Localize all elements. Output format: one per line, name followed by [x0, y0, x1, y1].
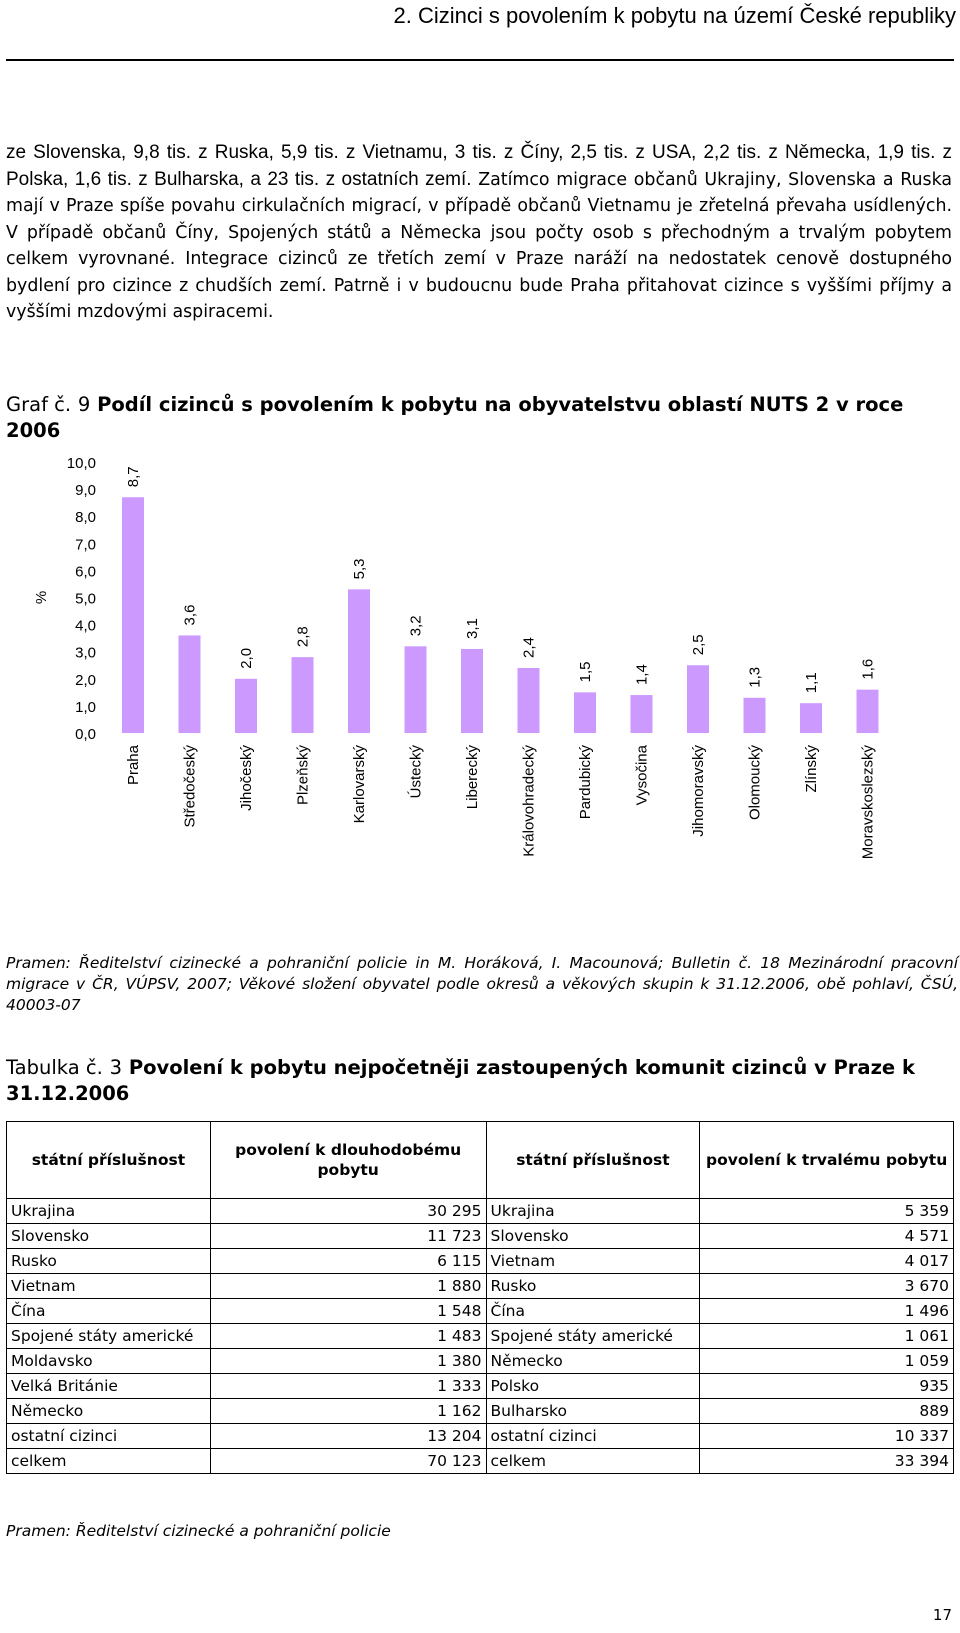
cell-nationality: Polsko	[486, 1374, 700, 1399]
bar	[687, 665, 709, 733]
cell-nationality: Ukrajina	[7, 1199, 211, 1224]
table-row	[7, 1274, 954, 1299]
bar	[235, 679, 257, 733]
y-tick-label: 8,0	[75, 509, 96, 527]
cell-long-term-count: 1 162	[210, 1399, 486, 1424]
cell-long-term-count: 1 333	[210, 1374, 486, 1399]
cell-permanent-count: 935	[700, 1374, 954, 1399]
category-label: Vysočina	[633, 745, 651, 806]
table-row	[7, 1399, 954, 1424]
page-number: 17	[932, 1606, 952, 1624]
table-body	[7, 1199, 954, 1474]
table-caption	[6, 1055, 952, 1107]
figure-title: Podíl cizinců s povolením k pobytu na obyvatelstvu oblastí NUTS 2 v roce 2006	[6, 393, 904, 442]
cell-nationality: ostatní cizinci	[7, 1424, 211, 1449]
cell-permanent-count: 4 017	[700, 1249, 954, 1274]
cell-nationality: Ukrajina	[486, 1199, 700, 1224]
cell-nationality: Čína	[486, 1299, 700, 1324]
category-label: Moravskoslezský	[859, 745, 877, 860]
header-permanent-permit: povolení k trvalému pobytu	[700, 1122, 954, 1199]
cell-permanent-count: 1 496	[700, 1299, 954, 1324]
table-row	[7, 1299, 954, 1324]
category-label: Plzeňský	[294, 745, 312, 806]
table-label: Tabulka č.	[6, 1056, 103, 1079]
cell-long-term-count: 1 380	[210, 1349, 486, 1374]
data-label: 1,5	[577, 661, 594, 683]
cell-long-term-count: 1 880	[210, 1274, 486, 1299]
data-label: 2,8	[294, 626, 312, 648]
data-label: 1,3	[746, 666, 764, 688]
figure-source: Pramen: Ředitelství cizinecké a pohraniční policie in M. Horáková, I. Macounová; Bulletin č. 18 Mezinárodní pracovní migrace v ČR, VÚPSV, 2007; Věkové složení obyvatel podle okresů a věkových skupin k 31.12.2006, obě pohlaví, ČSÚ, 40003-07	[6, 954, 958, 1014]
cell-nationality: Velká Británie	[7, 1374, 211, 1399]
table-row	[7, 1449, 954, 1474]
bar-chart	[0, 450, 960, 920]
table-header-row	[7, 1122, 954, 1199]
bar	[857, 690, 879, 733]
cell-permanent-count: 1 059	[700, 1349, 954, 1374]
bar	[574, 692, 596, 733]
table-row	[7, 1249, 954, 1274]
cell-nationality: Slovensko	[7, 1224, 211, 1249]
page-header	[0, 0, 960, 62]
chapter-title: 2. Cizinci s povolením k pobytu na území České republiky	[393, 3, 956, 28]
category-label: Královohradecký	[520, 745, 538, 857]
bar	[179, 635, 201, 733]
cell-nationality: Rusko	[486, 1274, 700, 1299]
body-paragraph	[6, 140, 952, 326]
table-row	[7, 1199, 954, 1224]
category-label: Ústecký	[407, 745, 425, 799]
cell-long-term-count: 13 204	[210, 1424, 486, 1449]
header-divider	[6, 59, 954, 61]
table-row	[7, 1324, 954, 1349]
data-label: 2,0	[238, 647, 255, 669]
cell-long-term-count: 1 548	[210, 1299, 486, 1324]
figure-label: Graf č.	[6, 393, 72, 416]
y-axis-label: %	[33, 590, 50, 605]
cell-nationality: Bulharsko	[486, 1399, 700, 1424]
cell-nationality: celkem	[7, 1449, 211, 1474]
cell-nationality: Spojené státy americké	[486, 1324, 700, 1349]
cell-nationality: Čína	[7, 1299, 211, 1324]
cell-nationality: Vietnam	[7, 1274, 211, 1299]
y-tick-label: 2,0	[75, 671, 96, 689]
data-label: 1,4	[633, 664, 651, 686]
category-label: Jihočeský	[238, 745, 255, 811]
cell-permanent-count: 5 359	[700, 1199, 954, 1224]
cell-nationality: Rusko	[7, 1249, 211, 1274]
category-label: Liberecký	[464, 745, 481, 810]
cell-long-term-count: 30 295	[210, 1199, 486, 1224]
cell-permanent-count: 33 394	[700, 1449, 954, 1474]
cell-long-term-count: 70 123	[210, 1449, 486, 1474]
cell-nationality: Vietnam	[486, 1249, 700, 1274]
y-tick-label: 7,0	[75, 536, 96, 554]
cell-long-term-count: 6 115	[210, 1249, 486, 1274]
data-label: 8,7	[125, 466, 142, 488]
cell-permanent-count: 3 670	[700, 1274, 954, 1299]
data-label: 3,6	[181, 604, 199, 626]
cell-permanent-count: 4 571	[700, 1224, 954, 1249]
bar	[461, 649, 483, 733]
bar	[292, 657, 314, 733]
category-label: Karlovarský	[351, 745, 368, 824]
table-title: Povolení k pobytu nejpočetněji zastoupených komunit cizinců v Praze k 31.12.2006	[6, 1056, 915, 1105]
cell-nationality: celkem	[486, 1449, 700, 1474]
cell-nationality: Spojené státy americké	[7, 1324, 211, 1349]
data-label: 3,2	[407, 615, 425, 637]
bar	[744, 698, 766, 733]
permits-table	[6, 1121, 954, 1474]
category-label: Pardubický	[577, 745, 594, 820]
table-row	[7, 1349, 954, 1374]
category-label: Zlínský	[803, 745, 820, 793]
bar	[800, 703, 822, 733]
y-tick-label: 0,0	[75, 726, 96, 743]
figure-number: 9	[77, 393, 91, 416]
cell-permanent-count: 1 061	[700, 1324, 954, 1349]
bar	[405, 646, 427, 733]
cell-permanent-count: 889	[700, 1399, 954, 1424]
category-label: Jihomoravský	[690, 745, 707, 837]
bar	[122, 497, 144, 733]
data-label: 1,6	[859, 658, 877, 680]
category-label: Olomoucký	[746, 745, 764, 821]
bar	[631, 695, 653, 733]
cell-nationality: Moldavsko	[7, 1349, 211, 1374]
bar	[348, 589, 370, 733]
cell-long-term-count: 11 723	[210, 1224, 486, 1249]
cell-permanent-count: 10 337	[700, 1424, 954, 1449]
paragraph-body: Zatímco migrace občanů Ukrajiny, Slovenska a Ruska mají v Praze spíše povahu cirkulačních migrací, v případě občanů Vietnamu je zřetelná převaha usídlených. V případě občanů Číny, Spojených států a Německa jsou počty osob s přechodným a trvalým pobytem celkem vyrovnané. Integrace cizinců ze třetích zemí v Praze naráží na nedostatek cenově dostupného bydlení pro cizince z chudších zemí. Patrně i v budoucnu bude Praha přitahovat cizince s vyššími příjmy a vyššími mzdovými aspiracemi.	[6, 169, 952, 322]
cell-nationality: ostatní cizinci	[486, 1424, 700, 1449]
header-nationality: státní příslušnost	[486, 1122, 700, 1199]
data-label: 5,3	[351, 558, 368, 580]
data-label: 2,5	[690, 634, 707, 656]
header-long-term-permit: povolení k dlouhodobému pobytu	[210, 1122, 486, 1199]
paragraph-lead: ze Slovenska, 9,8 tis. z Ruska, 5,9 tis. z Vietnamu, 3 tis. z Číny, 2,5 tis. z USA, 2,2 tis. z Německa, 1,9 tis. z Polska, 1,6 tis. z Bulharska, a 23 tis. z ostatních zemí.	[6, 142, 952, 190]
chart-canvas	[0, 450, 960, 920]
table-number: 3	[109, 1056, 123, 1079]
data-label: 2,4	[520, 637, 538, 658]
cell-nationality: Německo	[486, 1349, 700, 1374]
cell-long-term-count: 1 483	[210, 1324, 486, 1349]
data-label: 3,1	[464, 618, 481, 639]
cell-nationality: Německo	[7, 1399, 211, 1424]
data-label: 1,1	[803, 672, 820, 694]
y-tick-label: 4,0	[75, 617, 96, 635]
y-tick-label: 10,0	[66, 455, 96, 472]
y-tick-label: 5,0	[75, 590, 96, 608]
category-label: Středočeský	[181, 745, 199, 828]
y-tick-label: 1,0	[75, 698, 96, 716]
bar	[518, 668, 540, 733]
header-nationality: státní příslušnost	[7, 1122, 211, 1199]
y-tick-label: 9,0	[75, 482, 96, 500]
table-row	[7, 1224, 954, 1249]
figure-caption	[6, 392, 952, 444]
y-tick-label: 6,0	[75, 563, 96, 581]
table-row	[7, 1374, 954, 1399]
y-tick-label: 3,0	[75, 644, 96, 662]
table-row	[7, 1424, 954, 1449]
category-label: Praha	[125, 745, 142, 786]
table-source: Pramen: Ředitelství cizinecké a pohraniční policie	[6, 1522, 391, 1540]
cell-nationality: Slovensko	[486, 1224, 700, 1249]
